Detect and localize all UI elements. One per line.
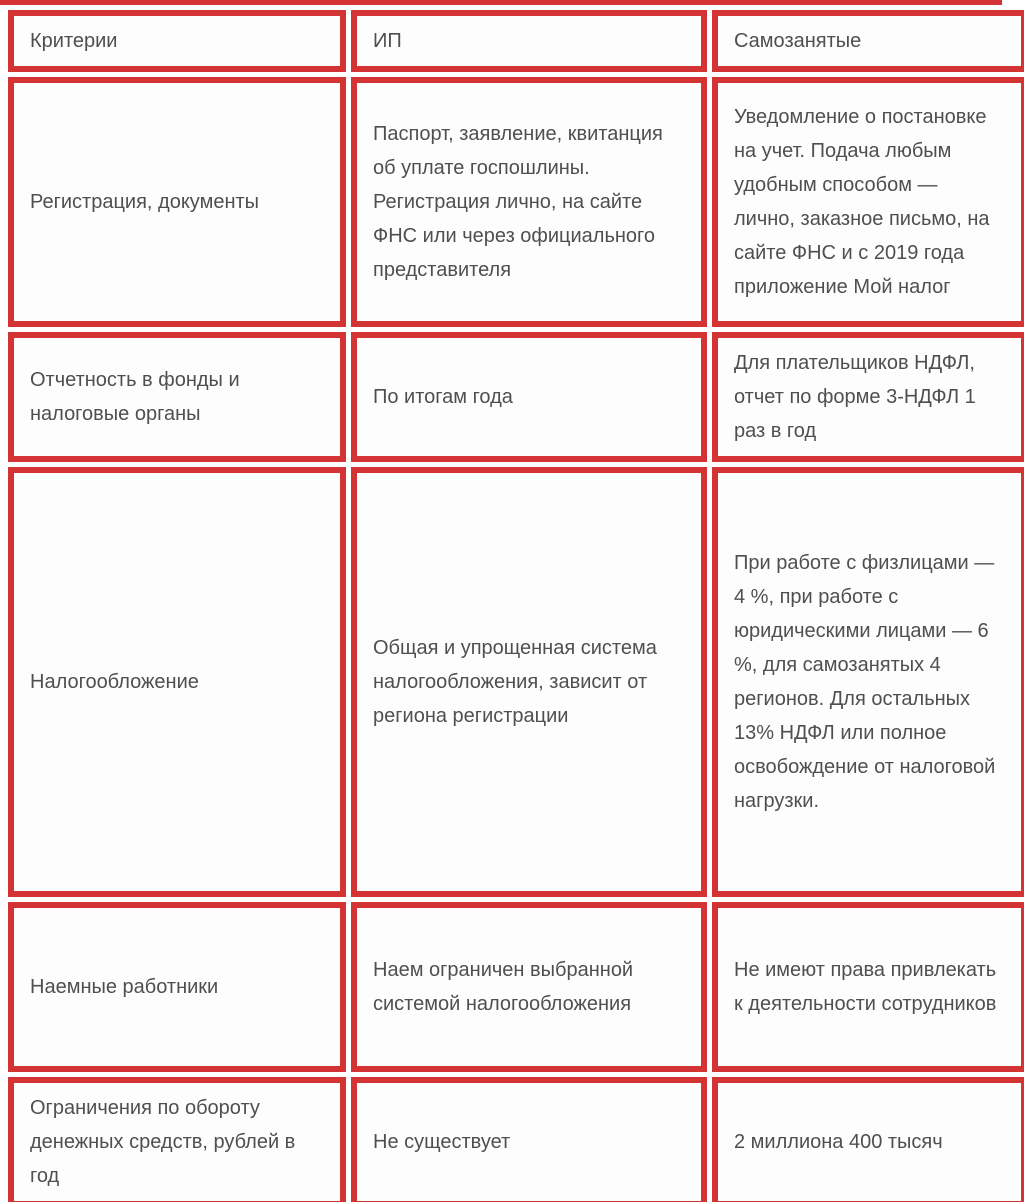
cell-registration-ip: Паспорт, заявление, квитанция об уплате госпошлины. Регистрация лично, на сайте ФНС или через официального представителя	[351, 77, 707, 327]
cell-registration-criteria: Регистрация, документы	[8, 77, 346, 327]
cell-reporting-ip: По итогам года	[351, 332, 707, 462]
header-row	[8, 10, 1024, 72]
cell-reporting-selfemployed: Для плательщиков НДФЛ, отчет по форме 3-НДФЛ 1 раз в год	[712, 332, 1024, 462]
cell-taxation-ip: Общая и упрощенная система налогообложения, зависит от региона регистрации	[351, 467, 707, 897]
cell-registration-selfemployed: Уведомление о постановке на учет. Подача любым удобным способом — лично, заказное письмо, на сайте ФНС и с 2019 года приложение Мой налог	[712, 77, 1024, 327]
table-row-reporting	[8, 332, 1024, 462]
cell-reporting-criteria: Отчетность в фонды и налоговые органы	[8, 332, 346, 462]
cell-turnover-criteria: Ограничения по обороту денежных средств, рублей в год	[8, 1077, 346, 1202]
cell-employees-selfemployed: Не имеют права привлекать к деятельности сотрудников	[712, 902, 1024, 1072]
cell-employees-ip: Наем ограничен выбранной системой налогообложения	[351, 902, 707, 1072]
cell-turnover-selfemployed: 2 миллиона 400 тысяч	[712, 1077, 1024, 1202]
header-ip: ИП	[351, 10, 707, 72]
table-row-taxation	[8, 467, 1024, 897]
header-criteria: Критерии	[8, 10, 346, 72]
ip-vs-selfemployed-table	[3, 5, 1024, 1202]
cell-turnover-ip: Не существует	[351, 1077, 707, 1202]
top-red-line	[0, 0, 1002, 5]
table-row-turnover-limit	[8, 1077, 1024, 1202]
header-selfemployed: Самозанятые	[712, 10, 1024, 72]
cell-employees-criteria: Наемные работники	[8, 902, 346, 1072]
table-row-employees	[8, 902, 1024, 1072]
cell-taxation-selfemployed: При работе с физлицами — 4 %, при работе с юридическими лицами — 6 %, для самозанятых 4 регионов. Для остальных 13% НДФЛ или полное освобождение от налоговой нагрузки.	[712, 467, 1024, 897]
table-row-registration	[8, 77, 1024, 327]
cell-taxation-criteria: Налогообложение	[8, 467, 346, 897]
